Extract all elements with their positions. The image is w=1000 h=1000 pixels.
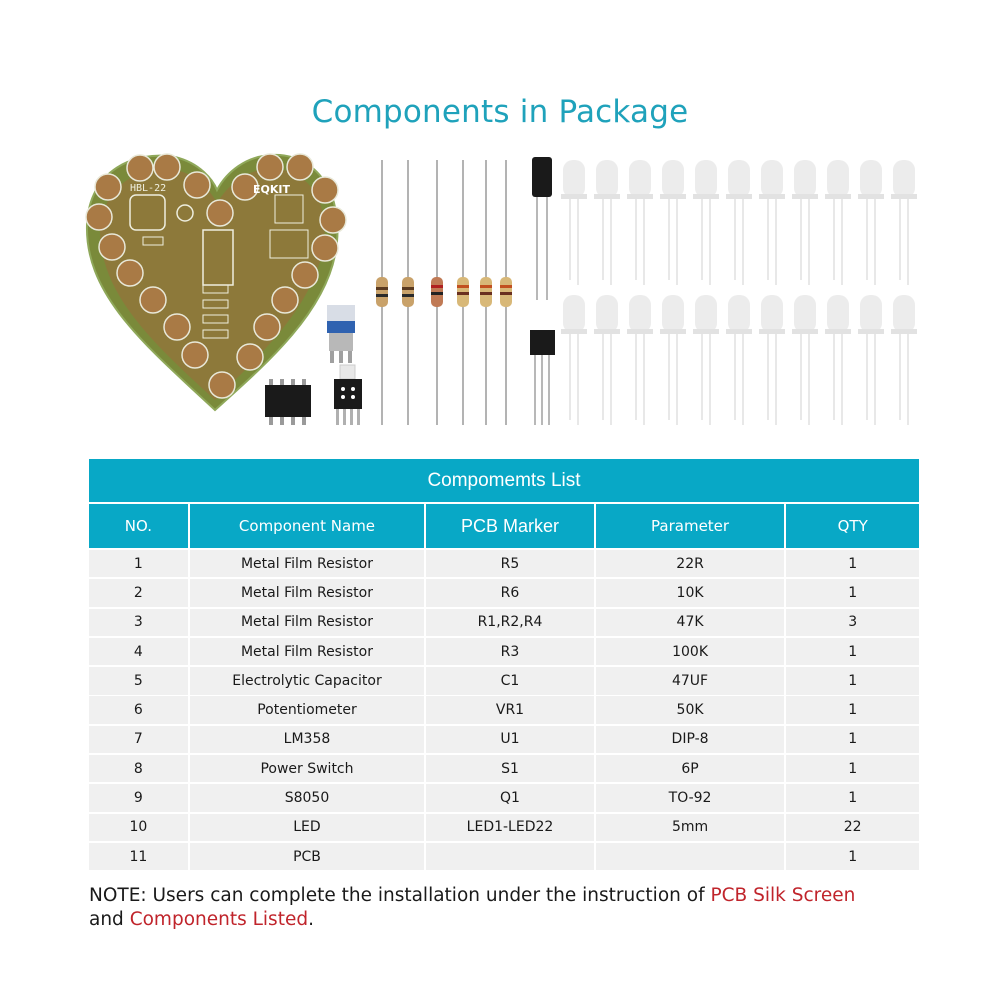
- heart-pcb-image: [86, 154, 346, 410]
- cell-no: 2: [89, 579, 188, 606]
- cell-name: Electrolytic Capacitor: [190, 667, 424, 694]
- cell-marker: LED1-LED22: [426, 814, 594, 841]
- cell-qty: 1: [786, 550, 919, 577]
- cell-qty: 1: [786, 784, 919, 811]
- cell-name: Metal Film Resistor: [190, 609, 424, 636]
- cell-marker: R5: [426, 550, 594, 577]
- power-switch-image: [334, 365, 362, 425]
- cell-qty: 1: [786, 638, 919, 665]
- header-qty: QTY: [786, 504, 919, 548]
- table-row: [89, 579, 919, 606]
- cell-name: Potentiometer: [190, 696, 424, 723]
- cell-name: PCB: [190, 843, 424, 870]
- cell-marker: U1: [426, 726, 594, 753]
- cell-parameter: 100K: [596, 638, 785, 665]
- header-no: NO.: [89, 504, 188, 548]
- table-row: [89, 550, 919, 577]
- cell-marker: [426, 843, 594, 870]
- cell-name: Metal Film Resistor: [190, 579, 424, 606]
- cell-qty: 1: [786, 755, 919, 782]
- table-row: [89, 814, 919, 841]
- cell-no: 7: [89, 726, 188, 753]
- cell-name: Power Switch: [190, 755, 424, 782]
- table-body: [89, 550, 919, 870]
- cell-qty: 1: [786, 696, 919, 723]
- ic-chip-image: [265, 379, 311, 425]
- cell-parameter: 5mm: [596, 814, 785, 841]
- cell-qty: 1: [786, 667, 919, 694]
- table-row: [89, 609, 919, 636]
- components-table: [89, 459, 919, 872]
- cell-parameter: 47K: [596, 609, 785, 636]
- note-suffix: .: [308, 909, 314, 930]
- cell-marker: S1: [426, 755, 594, 782]
- cell-parameter: 10K: [596, 579, 785, 606]
- cell-name: Metal Film Resistor: [190, 550, 424, 577]
- cell-parameter: DIP-8: [596, 726, 785, 753]
- svg-text:HBL-22: HBL-22: [130, 183, 167, 194]
- cell-qty: 3: [786, 609, 919, 636]
- cell-no: 9: [89, 784, 188, 811]
- cell-marker: R1,R2,R4: [426, 609, 594, 636]
- table-row: [89, 638, 919, 665]
- note-prefix: NOTE: Users can complete the installation under the instruction of: [89, 885, 711, 906]
- cell-qty: 1: [786, 579, 919, 606]
- cell-no: 10: [89, 814, 188, 841]
- note-middle: and: [89, 909, 130, 930]
- table-row: [89, 784, 919, 811]
- cell-no: 4: [89, 638, 188, 665]
- cell-name: LED: [190, 814, 424, 841]
- cell-name: LM358: [190, 726, 424, 753]
- cell-marker: VR1: [426, 696, 594, 723]
- table-row: [89, 726, 919, 753]
- cell-parameter: 6P: [596, 755, 785, 782]
- svg-text:EQKIT: EQKIT: [253, 183, 290, 196]
- note-highlight-pcb-silk-screen: PCB Silk Screen: [710, 885, 856, 906]
- cell-parameter: [596, 843, 785, 870]
- transistor-image: [530, 330, 555, 425]
- leds-image: [561, 160, 917, 425]
- cell-marker: Q1: [426, 784, 594, 811]
- cell-qty: 1: [786, 726, 919, 753]
- cell-no: 1: [89, 550, 188, 577]
- table-row: [89, 843, 919, 870]
- header-pcb-marker: PCB Marker: [426, 504, 594, 548]
- cell-no: 8: [89, 755, 188, 782]
- cell-marker: R3: [426, 638, 594, 665]
- cell-qty: 22: [786, 814, 919, 841]
- cell-parameter: 47UF: [596, 667, 785, 694]
- page-title: Components in Package: [311, 94, 689, 130]
- cell-no: 5: [89, 667, 188, 694]
- capacitor-image: [532, 157, 552, 300]
- cell-qty: 1: [786, 843, 919, 870]
- table-row: [89, 667, 919, 694]
- header-parameter: Parameter: [596, 504, 785, 548]
- cell-no: 11: [89, 843, 188, 870]
- cell-marker: C1: [426, 667, 594, 694]
- table-header-row: [89, 504, 919, 548]
- table-row: [89, 696, 919, 723]
- cell-name: S8050: [190, 784, 424, 811]
- cell-parameter: 22R: [596, 550, 785, 577]
- table-row: [89, 755, 919, 782]
- note-highlight-components-listed: Components Listed: [129, 909, 309, 930]
- installation-note: [89, 884, 929, 932]
- cell-no: 3: [89, 609, 188, 636]
- cell-name: Metal Film Resistor: [190, 638, 424, 665]
- cell-no: 6: [89, 696, 188, 723]
- potentiometer-image: [327, 305, 355, 363]
- cell-parameter: 50K: [596, 696, 785, 723]
- header-component-name: Component Name: [190, 504, 424, 548]
- cell-parameter: TO-92: [596, 784, 785, 811]
- components-photo: [85, 145, 925, 445]
- table-title: Compomemts List: [89, 459, 919, 502]
- cell-marker: R6: [426, 579, 594, 606]
